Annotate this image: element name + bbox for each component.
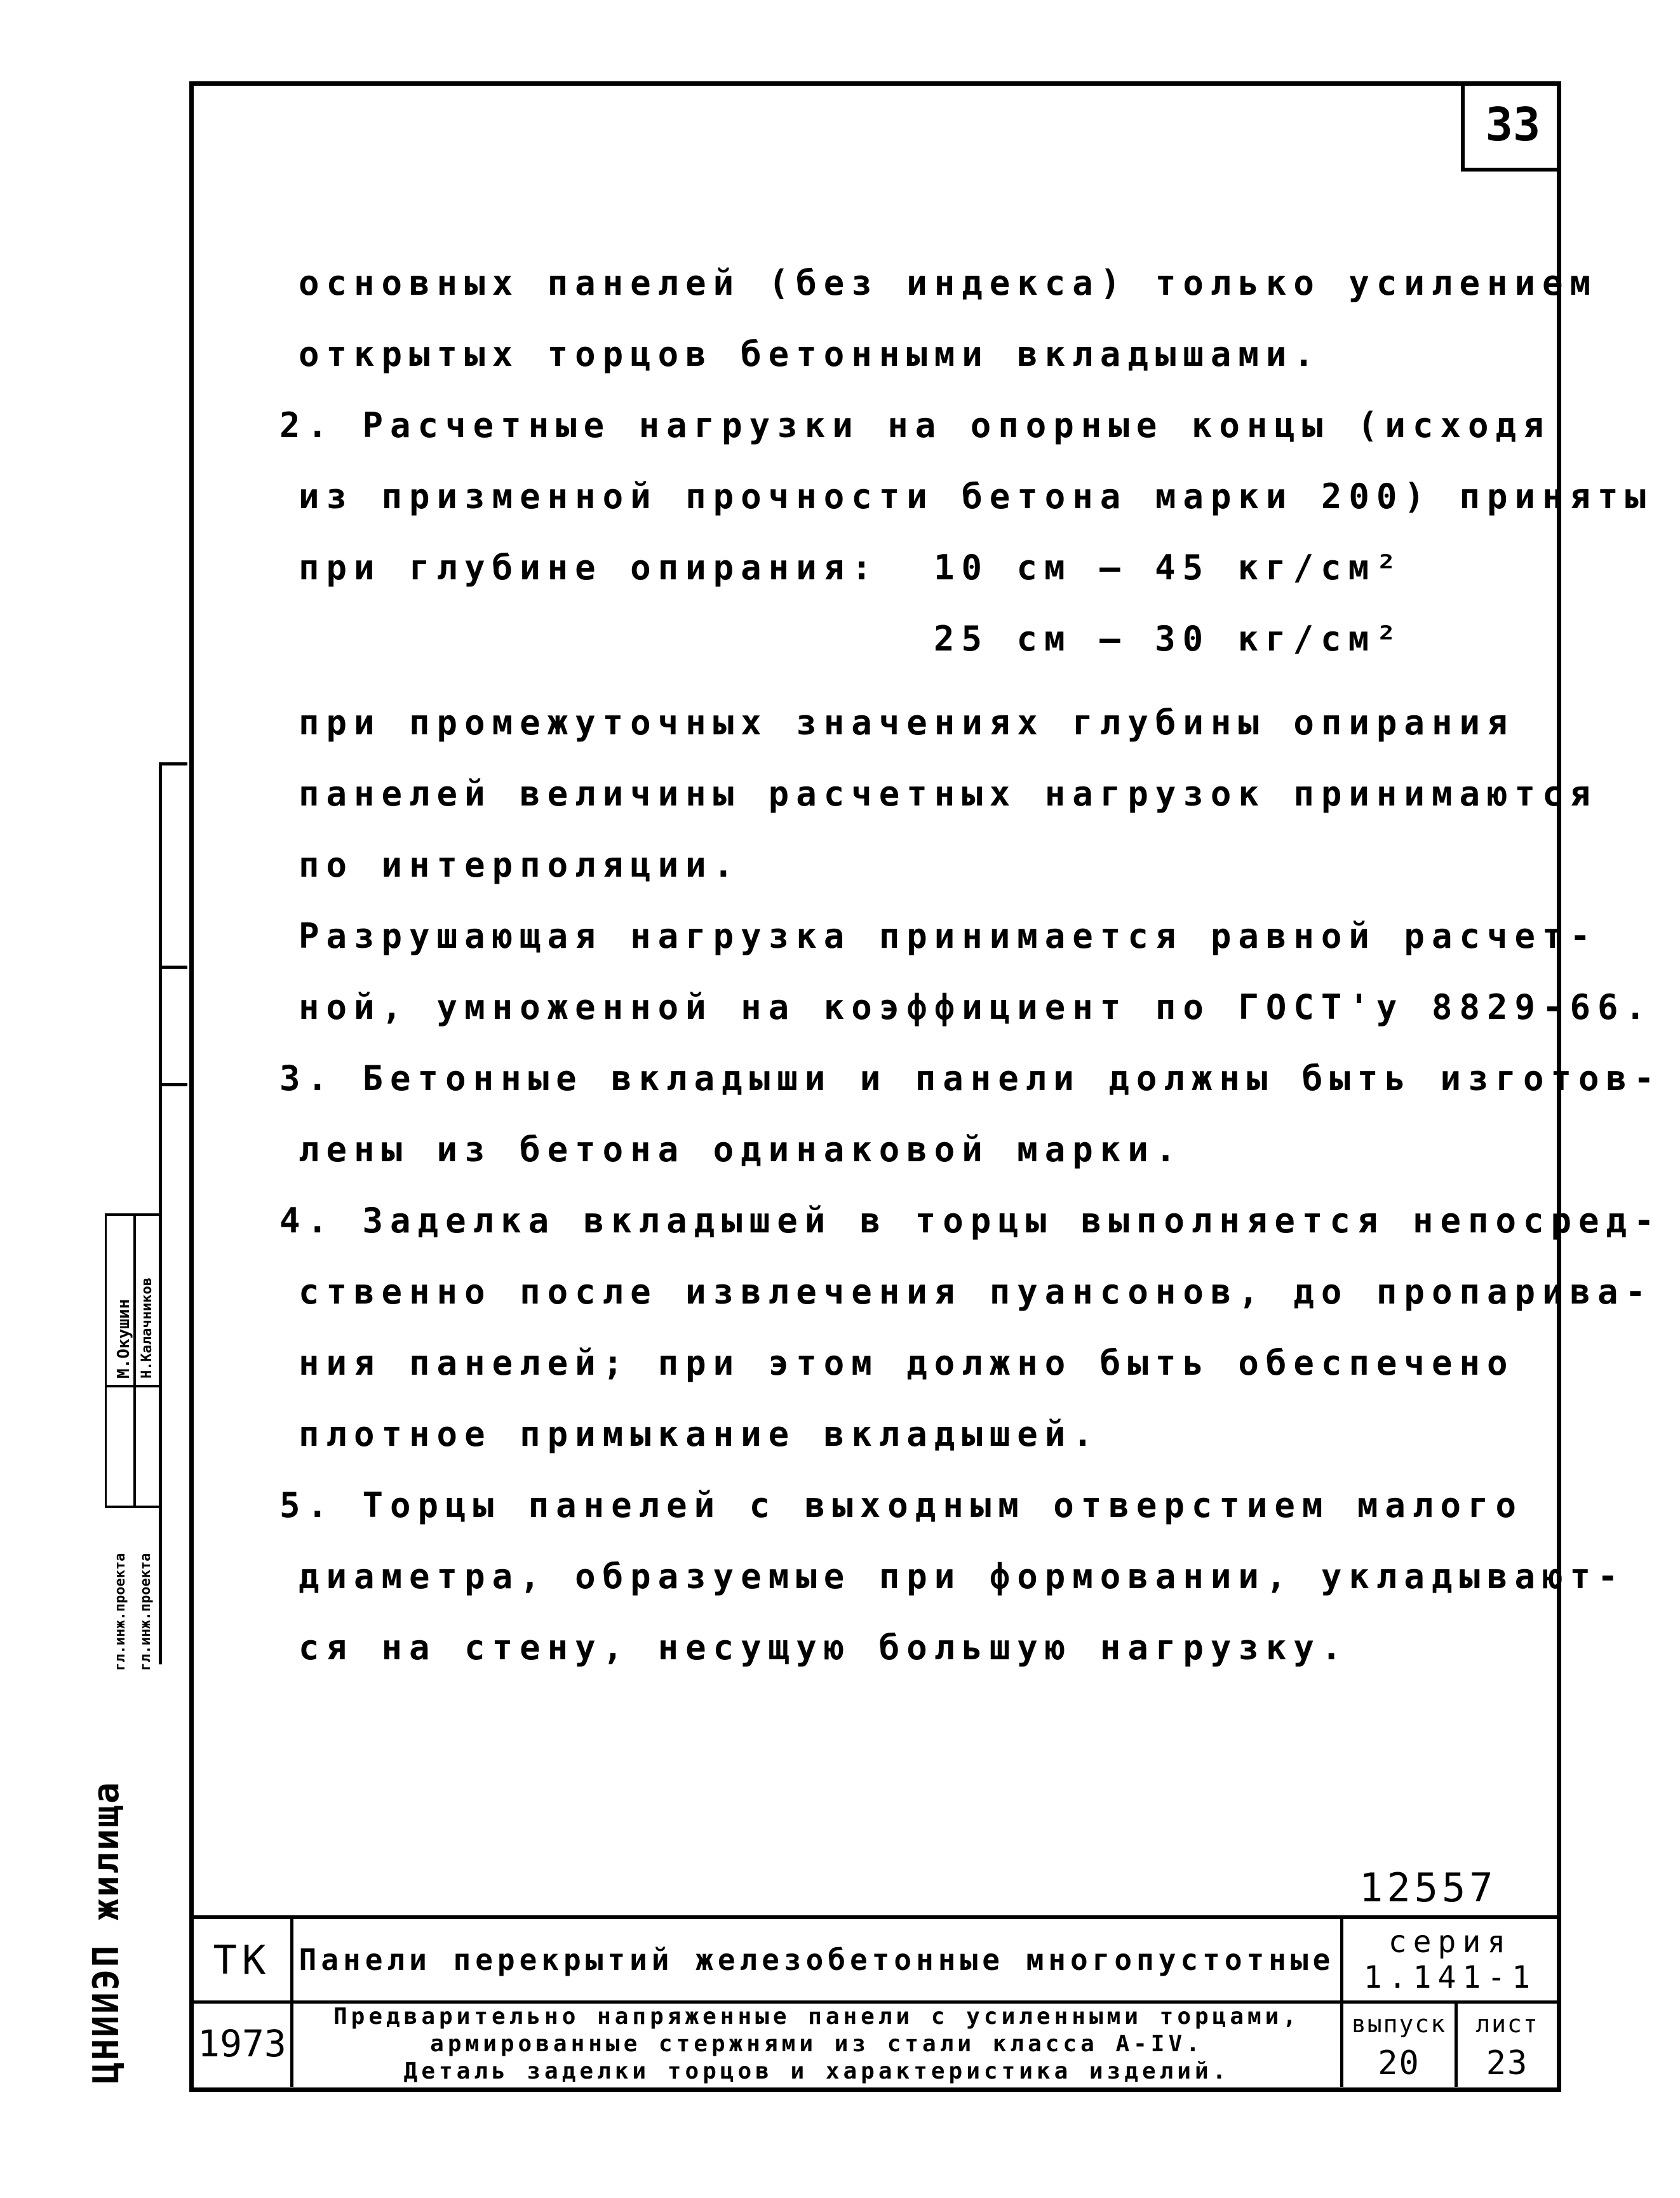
stamp-hline-3 xyxy=(105,1506,162,1508)
page-number: 33 xyxy=(1461,81,1561,172)
stamp-name-1: М.Окушин xyxy=(114,1298,133,1379)
stamp-tick-3 xyxy=(162,1083,187,1086)
p4-line-4: плотное примыкание вкладышей. xyxy=(299,1414,1100,1454)
load-25cm: 25 см — 30 кг/см² xyxy=(934,619,1404,659)
stamp-hline-1 xyxy=(105,1213,162,1216)
stamp-tick-2 xyxy=(162,966,187,969)
p2b-line-3: по интерполяции. xyxy=(299,845,741,885)
p4-line-2: ственно после извлечения пуансонов, до пропарива- xyxy=(299,1272,1653,1312)
stamp-tick-1 xyxy=(162,762,187,765)
tb-series-value: 1.141-1 xyxy=(1363,1960,1537,1995)
p2-line-1: 2. Расчетные нагрузки на опорные концы (исходя xyxy=(279,405,1551,445)
tb-issue xyxy=(1343,2000,1455,2087)
tb-title-main: Панели перекрытий железобетонные многопустотные xyxy=(299,1943,1335,1977)
stamp-line-3 xyxy=(105,1213,107,1506)
p2b-line-4: Разрушающая нагрузка принимается равной расчет- xyxy=(299,916,1598,956)
p2-line-3 xyxy=(299,532,1505,603)
body-text xyxy=(279,248,1662,1683)
tb-year: 1973 xyxy=(198,2022,286,2065)
p1-line-2: открытых торцов бетонными вкладышами. xyxy=(299,334,1321,374)
tb-series xyxy=(1343,1919,1557,2000)
tb-title-sub xyxy=(293,2000,1340,2087)
stamp-role-2: гл.инж.проекта xyxy=(138,1553,154,1671)
stamp-hline-2 xyxy=(105,1385,162,1387)
p5-line-1: 5. Торцы панелей с выходным отверстием малого xyxy=(279,1485,1523,1525)
support-depth-label: при глубине опирания: xyxy=(299,548,879,588)
tb-title-sub-2: армированные стержнями из стали класса А-IV. xyxy=(430,2030,1204,2057)
p1-line-1: основных панелей (без индекса) только усилением xyxy=(299,263,1598,303)
p3-line-1: 3. Бетонные вкладыши и панели должны быть изготов- xyxy=(279,1058,1662,1098)
tb-title-sub-1: Предварительно напряженные панели с усиленными торцами, xyxy=(333,2003,1301,2030)
tb-sheet xyxy=(1458,2000,1557,2087)
tb-issue-label: выпуск xyxy=(1351,2010,1447,2038)
p5-line-3: ся на стену, несущую большую нагрузку. xyxy=(299,1628,1349,1668)
load-10cm: 10 см — 45 кг/см² xyxy=(934,548,1404,588)
tb-title-sub-3: Деталь заделки торцов и характеристика изделий. xyxy=(403,2058,1230,2084)
p4-line-1: 4. Заделка вкладышей в торцы выполняется непосред- xyxy=(279,1201,1662,1241)
stamp-organization: ЦНИИЭП жилища xyxy=(86,1780,127,2084)
p2b-line-2: панелей величины расчетных нагрузок принимаются xyxy=(299,774,1598,814)
tb-sheet-value: 23 xyxy=(1486,2044,1529,2082)
stamp-line-2 xyxy=(133,1213,136,1506)
p4-line-3: ния панелей; при этом должно быть обеспечено xyxy=(299,1343,1515,1383)
title-block xyxy=(194,1915,1557,2087)
p2-line-2: из призменной прочности бетона марки 200) приняты xyxy=(299,476,1653,516)
stamp-role-1: гл.инж.проекта xyxy=(112,1553,128,1671)
serial-number: 12557 xyxy=(1359,1864,1497,1911)
tb-sheet-label: лист xyxy=(1475,2010,1539,2038)
p2b-line-5: ной, умноженной на коэффициент по ГОСТ'у 8829-66. xyxy=(299,987,1653,1027)
side-stamp xyxy=(79,762,187,2084)
tb-code: ТК xyxy=(213,1936,271,1983)
p5-line-2: диаметра, образуемые при формовании, укладывают- xyxy=(299,1556,1625,1596)
stamp-name-2: Н.Калачников xyxy=(139,1278,155,1379)
p2b-line-1: при промежуточных значениях глубины опирания xyxy=(299,703,1515,743)
tb-issue-value: 20 xyxy=(1378,2044,1420,2082)
p3-line-2: лены из бетона одинаковой марки. xyxy=(299,1129,1183,1170)
tb-series-label: серия xyxy=(1388,1924,1512,1960)
